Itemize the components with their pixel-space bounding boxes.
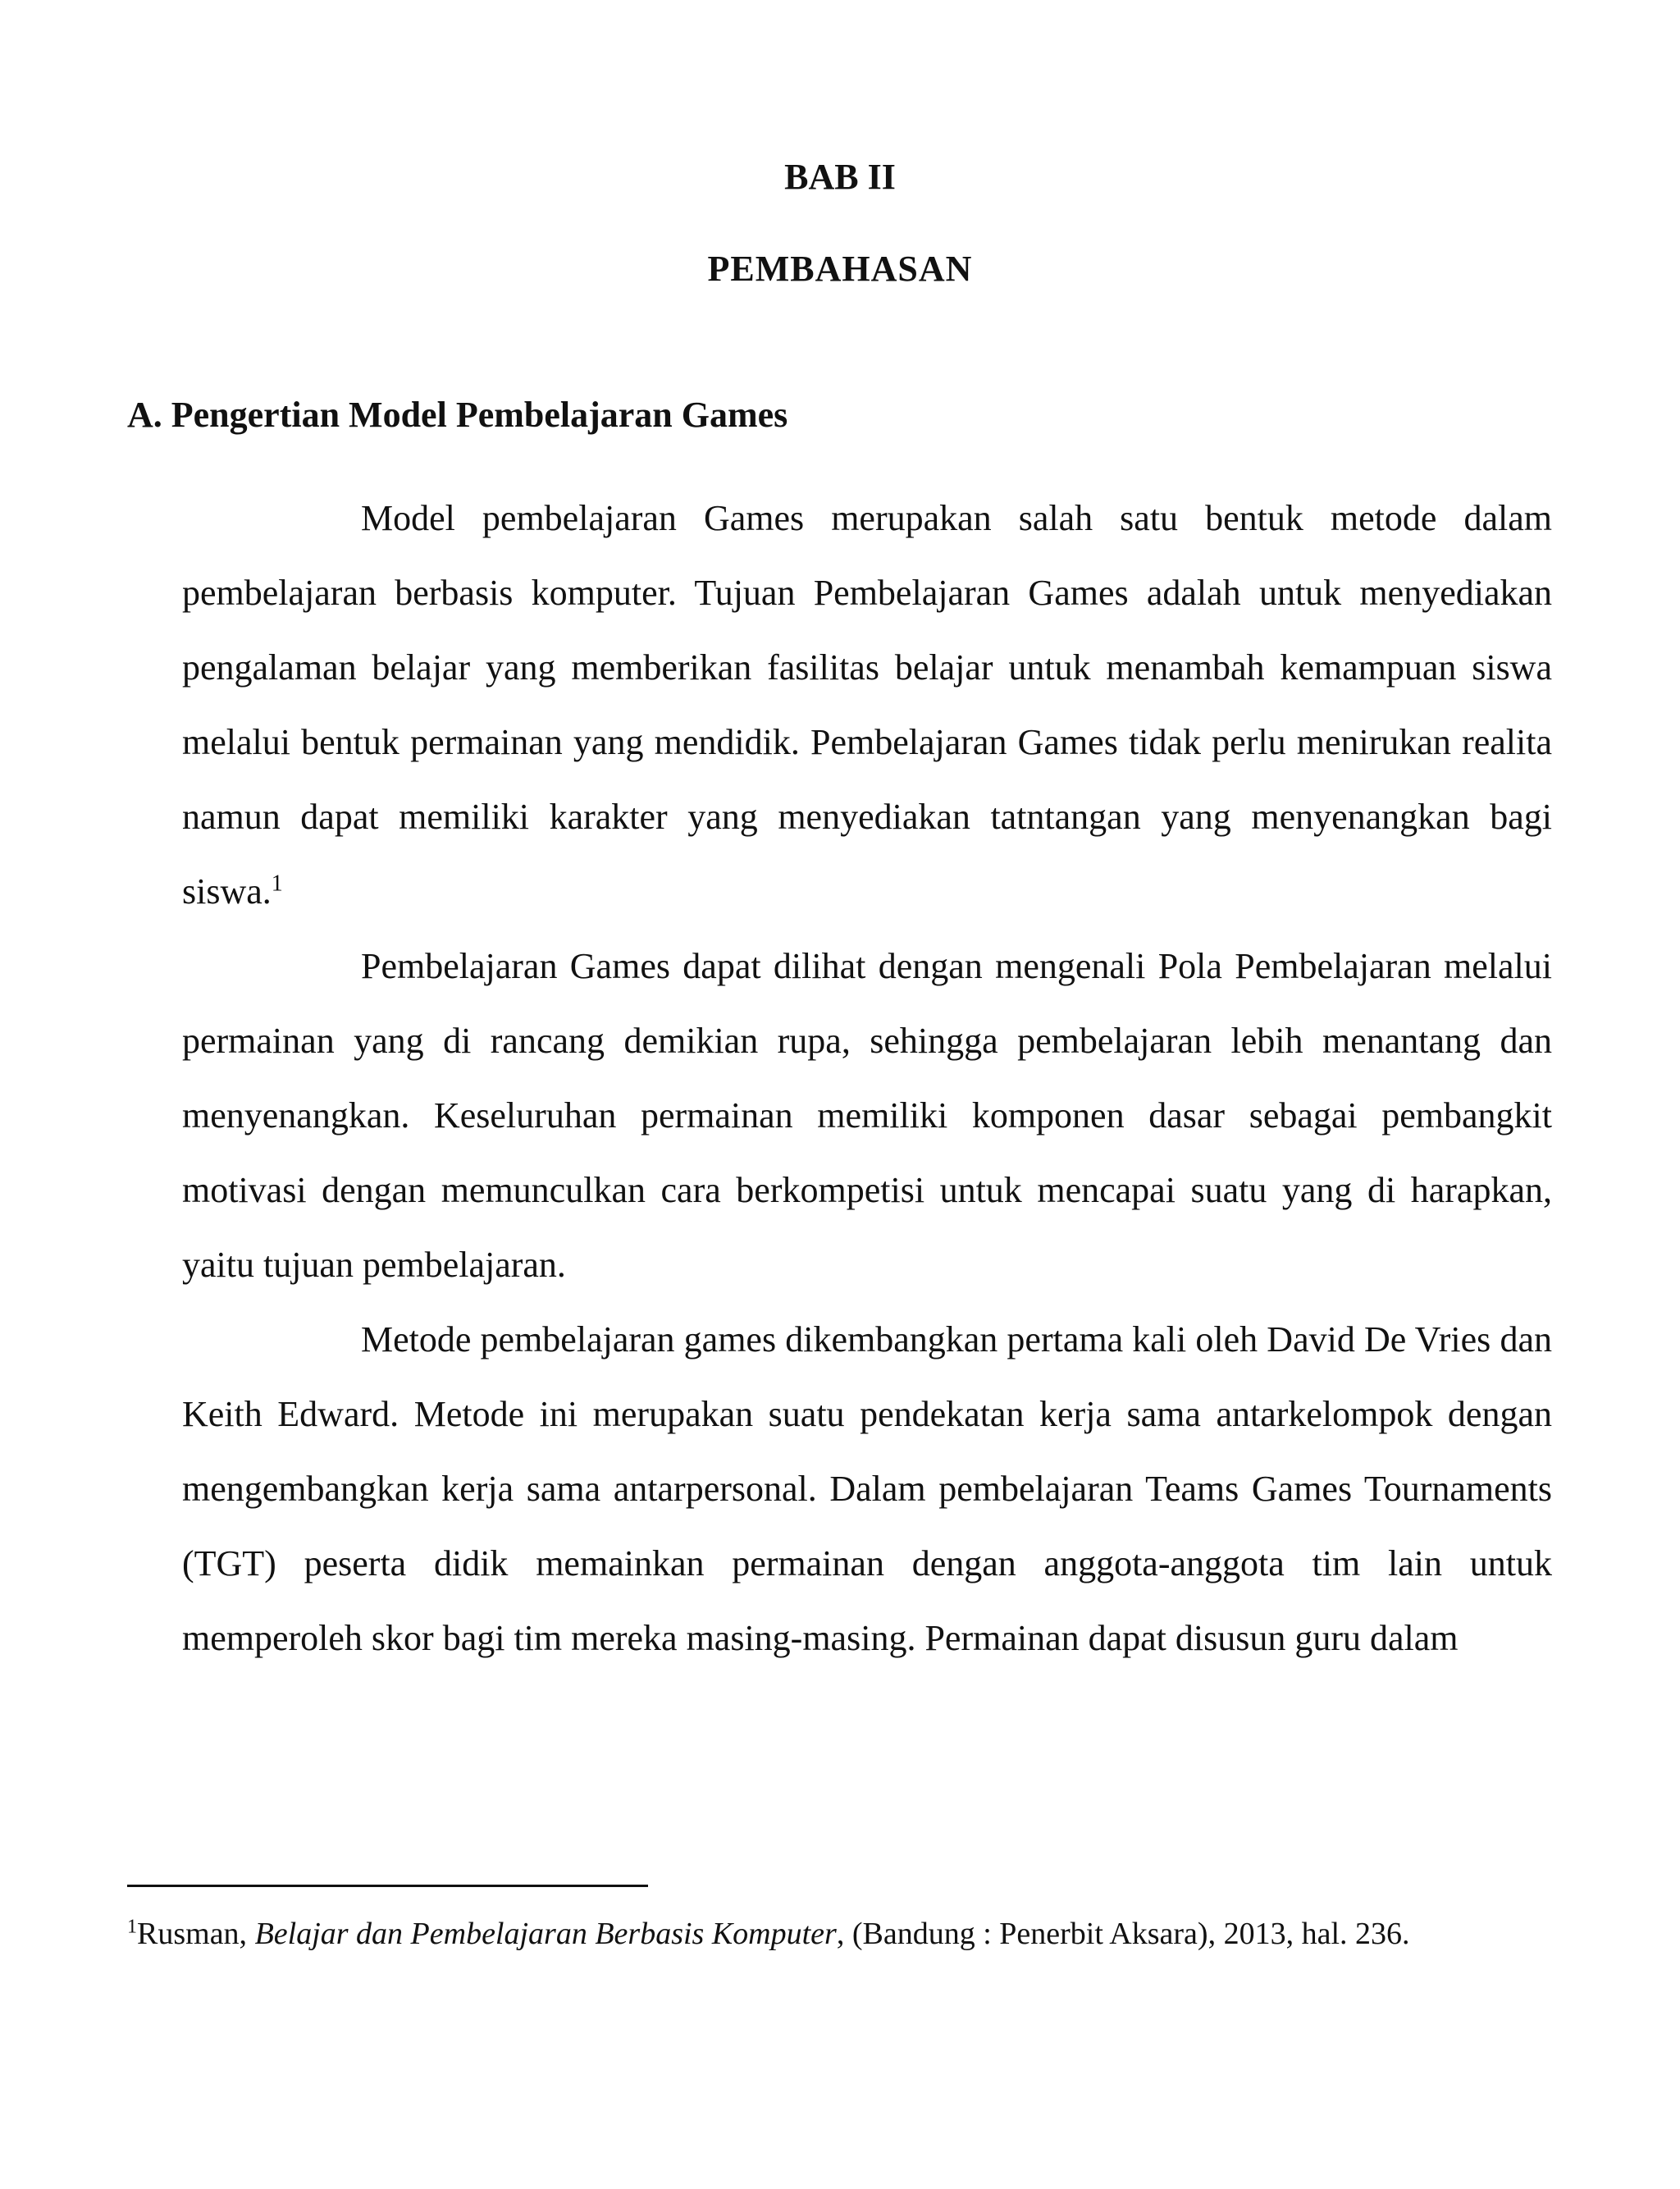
footnote-number: 1: [127, 1916, 137, 1938]
paragraph-3: [182, 1302, 1552, 1675]
chapter-subtitle: PEMBAHASAN: [707, 249, 973, 289]
body-text: [182, 481, 1552, 1675]
paragraph-1-text: Model pembelajaran Games merupakan salah satu bentuk metode dalam pembelajaran berbasis komputer. Tujuan Pembelajaran Games adalah untuk menyediakan pengalaman belajar yang memberikan fasilitas belajar untuk menambah kemampuan siswa melalui bentuk permainan yang mendidik. Pembelajaran Games tidak perlu menirukan realita namun dapat memiliki karakter yang menyediakan tatntangan yang menyenangkan bagi siswa.: [182, 498, 1552, 912]
paragraph-1: [182, 481, 1552, 929]
chapter-title: BAB II: [784, 157, 896, 197]
section-heading: A. Pengertian Model Pembelajaran Games: [127, 395, 788, 435]
footnote-separator: [127, 1885, 648, 1887]
paragraph-2-text: Pembelajaran Games dapat dilihat dengan mengenali Pola Pembelajaran melalui permainan yang di rancang demikian rupa, sehingga pembelajaran lebih menantang dan menyenangkan. Keseluruhan permainan memiliki komponen dasar sebagai pembangkit motivasi dengan memunculkan cara berkompetisi untuk mencapai suatu yang di harapkan, yaitu tujuan pembelajaran.: [182, 946, 1552, 1285]
footnote-reference: 1: [271, 871, 283, 897]
footnote: [127, 1913, 1571, 1954]
footnote-author: Rusman,: [137, 1917, 255, 1951]
paragraph-3-text: Metode pembelajaran games dikembangkan pertama kali oleh David De Vries dan Keith Edward. Metode ini merupakan suatu pendekatan kerja sama antarkelompok dengan mengembangkan kerja sama antarpersonal. Dalam pembelajaran Teams Games Tournaments (TGT) peserta didik memainkan permainan dengan anggota-anggota tim lain untuk memperoleh skor bagi tim mereka masing-masing. Permainan dapat disusun guru dalam: [182, 1319, 1552, 1658]
footnote-publication: , (Bandung : Penerbit Aksara), 2013, hal. 236.: [836, 1917, 1410, 1951]
paragraph-2: [182, 929, 1552, 1302]
footnote-book-title: Belajar dan Pembelajaran Berbasis Komputer: [254, 1917, 837, 1951]
